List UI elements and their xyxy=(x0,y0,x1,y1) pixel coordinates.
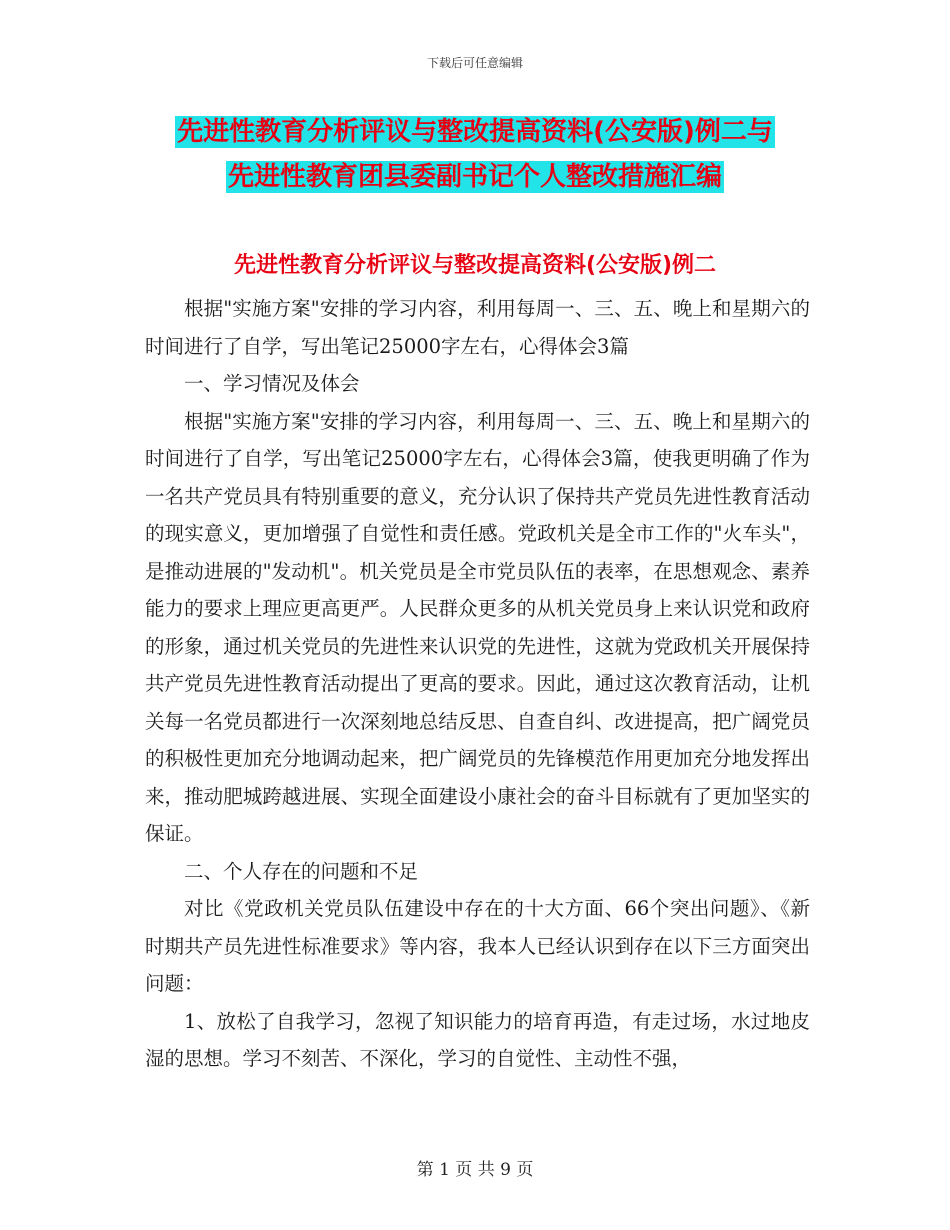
heading-study-situation: 一、学习情况及体会 xyxy=(184,372,360,395)
section-title: 先进性教育分析评议与整改提高资料(公安版)例二 xyxy=(233,253,717,278)
document-title-line-2: 先进性教育团县委副书记个人整改措施汇编 xyxy=(227,162,722,192)
paragraph: 根据"实施方案"安排的学习内容，利用每周一、三、五、晚上和星期六的时间进行了自学，写出笔记25000字左右，心得体会3篇 xyxy=(145,297,810,358)
document-body xyxy=(145,290,810,1078)
page-number-footer: 第 1 页 共 9 页 xyxy=(416,1160,534,1180)
heading-personal-problems: 二、个人存在的问题和不足 xyxy=(184,859,419,883)
paragraph: 根据"实施方案"安排的学习内容，利用每周一、三、五、晚上和星期六的时间进行了自学，写出笔记25000字左右，心得体会3篇，使我更明确了作为一名共产党员具有特别重要的意义，充分认识了保持共产党员先进性教育活动的现实意义，更加增强了自觉性和责任感。党政机关是全市工作的"火车头"，是推动进展的"发动机"。机关党员是全市党员队伍的表率，在思想观念、素养能力的要求上理应更高更严。人民群众更多的从机关党员身上来认识党和政府的形象，通过机关党员的先进性来认识党的先进性，这就为党政机关开展保持共产党员先进性教育活动提出了更高的要求。因此，通过这次教育活动，让机关每一名党员都进行一次深刻地总结反思、自查自纠、改进提高，把广阔党员的积极性更加充分地调动起来，把广阔党员的先锋模范作用更加充分地发挥出来，推动肥城跨越进展、实现全面建设小康社会的奋斗目标就有了更加坚实的保证。 xyxy=(145,409,810,845)
paragraph: 对比《党政机关党员队伍建设中存在的十大方面、66个突出问题》、《新时期共产员先进性标准要求》等内容，我本人已经认识到存在以下三方面突出问题： xyxy=(145,897,810,995)
document-title-line-1: 先进性教育分析评议与整改提高资料(公安版)例二与 xyxy=(177,117,773,147)
document-title xyxy=(140,110,810,200)
paragraph: 1、放松了自我学习，忽视了知识能力的培育再造，有走过场，水过地皮湿的思想。学习不刻苦、不深化，学习的自觉性、主动性不强， xyxy=(145,1009,810,1070)
page-header-note: 下载后可任意编辑 xyxy=(426,56,523,70)
